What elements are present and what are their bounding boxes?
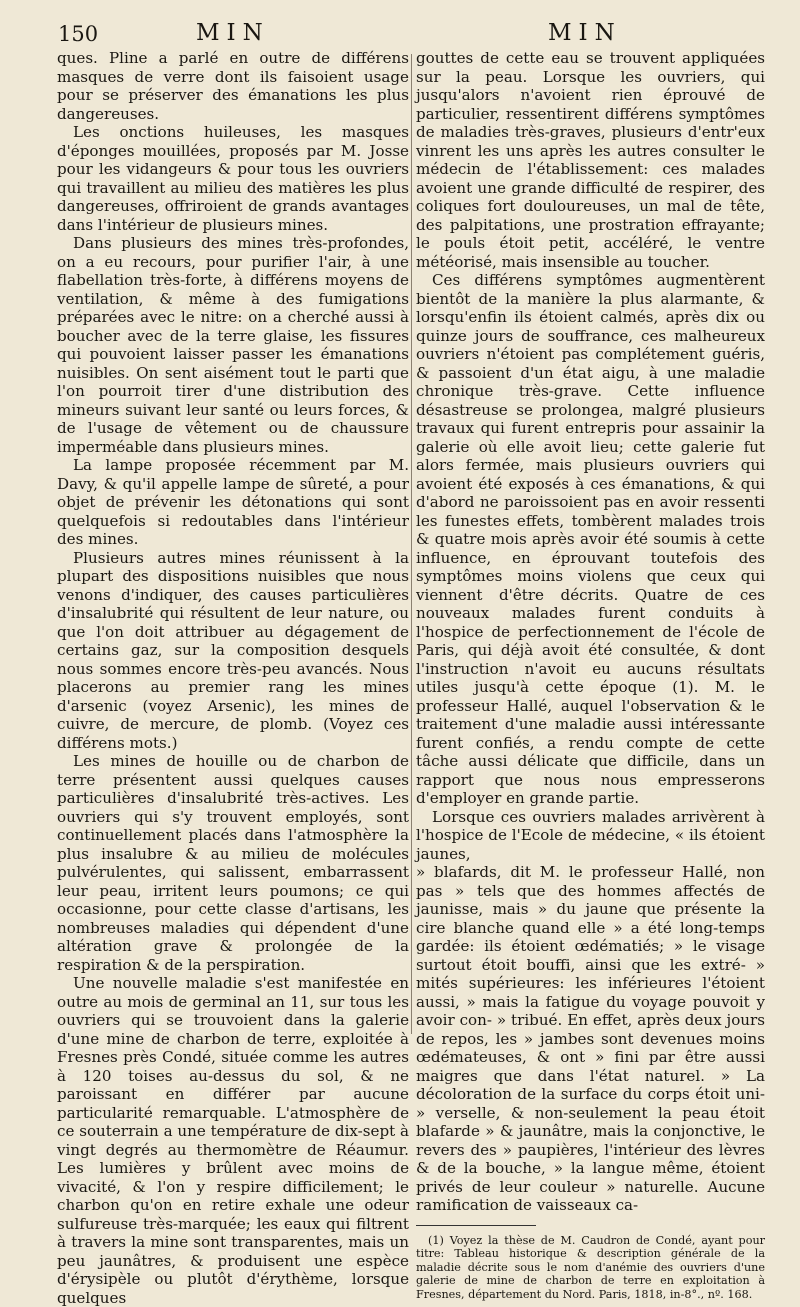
footnote: (1) Voyez la thèse de M. Caudron de Condé, ayant pour titre: Tableau historique & description générale de la maladie décrite sous le nom d'anémie des ouvriers d'une galerie de mine de charbon de terre en exploitation à Fresnes, département du Nord. Paris, 1818, in-8°., nº. 168.: [416, 1233, 765, 1301]
paragraph: Ces différens symptômes augmentèrent bientôt de la manière la plus alarmante, & lorsqu'enfin ils étoient calmés, après dix ou quinze jours de souffrance, ces malheureux ouvriers n'étoient pas complétement guéris, & passoient d'un état aigu, à une maladie chronique très-grave. Cette influence désastreuse se prolongea, malgré plusieurs travaux qui furent entrepris pour assainir la galerie où elle avoit lieu; cette galerie fut alors fermée, mais plusieurs ouvriers qui avoient été exposés à ces émanations, & qui d'abord ne paroissoient pas en avoir ressenti les funestes effets, tombèrent malades trois & quatre mois après avoir été soumis à cette influence, en éprouvant toutefois des symptômes moins violens que ceux qui viennent d'être décrits. Quatre de ces nouveaux malades furent conduits à l'hospice de perfectionnement de l'école de Paris, qui déjà avoit été consultée, & dont l'instruction n'avoit eu aucuns résultats utiles jusqu'à cette époque (1). M. le professeur Hallé, auquel l'observation & le traitement d'une maladie aussi intéressante furent confiés, a rendu compte de cette tâche aussi délicate que difficile, dans un rapport que nous nous empresserons d'employer en grande partie.: [416, 271, 765, 807]
footnote-rule: [416, 1225, 536, 1226]
paragraph: Une nouvelle maladie s'est manifestée en outre au mois de germinal an 11, sur tous les ouvriers qui se trouvoient dans la galerie d'une mine de charbon de terre, exploitée à Fresnes près Condé, située comme les autres à 120 toises au-dessus du sol, & ne paroissant en différer par aucune particularité remarquable. L'atmosphère de ce souterrain a une température de dix-sept à vingt degrés au thermomètre de Réaumur. Les lumières y brûlent avec moins de vivacité, & l'on y respire difficilement; le charbon qu'on en retire exhale une odeur sulfureuse très-marquée; les eaux qui filtrent à travers la mine sont transparentes, mais un peu jaunâtres, & produisent une espèce d'érysipèle ou plutôt d'érythème, lorsque quelques: [57, 974, 409, 1307]
right-column: [416, 49, 765, 1301]
paragraph: Les onctions huileuses, les masques d'éponges mouillées, proposés par M. Josse pour les vidangeurs & pour tous les ouvriers qui travaillent au milieu des matières les plus dangereuses, offriroient de grands avantages dans l'intérieur de plusieurs mines.: [57, 123, 409, 234]
page-number: 150: [58, 22, 99, 46]
paragraph: Lorsque ces ouvriers malades arrivèrent à l'hospice de l'Ecole de médecine, « ils étoient jaunes,: [416, 807, 765, 863]
left-column: [57, 49, 409, 1307]
column-divider: [411, 54, 412, 1034]
paragraph: La lampe proposée récemment par M. Davy, & qu'il appelle lampe de sûreté, a pour objet de prévenir les détonations qui sont quelquefois si redoutables dans l'intérieur des mines.: [57, 456, 409, 548]
running-head-left: MIN: [196, 20, 270, 46]
paragraph: ques. Pline a parlé en outre de différens masques de verre dont ils faisoient usage pour se préserver des émanations les plus dangereuses.: [57, 49, 409, 123]
paragraph: Dans plusieurs des mines très-profondes, on a eu recours, pour purifier l'air, à une flabellation très-forte, à différens moyens de ventilation, & même à des fumigations préparées avec le nitre: on a cherché aussi à boucher avec de la terre glaise, les fissures qui pouvoient laisser passer les émanations nuisibles. On sent aisément tout le parti que l'on pourroit tirer d'une distribution des mineurs suivant leur santé ou leurs forces, & de l'usage de vêtement ou de chaussure imperméable dans plusieurs mines.: [57, 234, 409, 456]
quoted-paragraph: » blafards, dit M. le professeur Hallé, non pas » tels que des hommes affectés de jaunisse, mais » du jaune que présente la cire blanche quand elle » a été long-temps gardée: ils étoient œdématiés; » le visage surtout étoit bouffi, ainsi que les extré- » mités supérieures: les inférieures l'étoient aussi, » mais la fatigue du voyage pouvoit y avoir con- » tribué. En effet, après deux jours de repos, les » jambes sont devenues moins œdémateuses, & ont » fini par être aussi maigres que dans l'état naturel. » La décoloration de la surface du corps étoit uni- » verselle, & non-seulement la peau étoit blafarde » & jaunâtre, mais la conjonctive, le revers des » paupières, l'intérieur des lèvres & de la bouche, » la langue même, étoient privés de leur couleur » naturelle. Aucune ramification de vaisseaux ca-: [416, 863, 765, 1214]
paragraph: gouttes de cette eau se trouvent appliquées sur la peau. Lorsque les ouvriers, qui jusqu'alors n'avoient rien éprouvé de particulier, ressentirent différens symptômes de maladies très-graves, plusieurs d'entr'eux vinrent les uns après les autres consulter le médecin de l'établissement: ces malades avoient une grande difficulté de respirer, des coliques fort douloureuses, un mal de tête, des palpitations, une prostration effrayante; le pouls étoit petit, accéléré, le ventre météorisé, mais insensible au toucher.: [416, 49, 765, 271]
paragraph: Les mines de houille ou de charbon de terre présentent aussi quelques causes particulières d'insalubrité très-actives. Les ouvriers qui s'y trouvent employés, sont continuellement placés dans l'atmosphère la plus insalubre & au milieu de molécules pulvérulentes, qui salissent, embarrassent leur peau, irritent leurs poumons; ce qui occasionne, pour cette classe d'artisans, les nombreuses maladies qui dépendent d'une altération grave & prolongée de la respiration & de la perspiration.: [57, 752, 409, 974]
paragraph: Plusieurs autres mines réunissent à la plupart des dispositions nuisibles que nous venons d'indiquer, des causes particulières d'insalubrité qui résultent de leur nature, ou que l'on doit attribuer au dégagement de certains gaz, sur la composition desquels nous sommes encore très-peu avancés. Nous placerons au premier rang les mines d'arsenic (voyez Arsenic), les mines de cuivre, de mercure, de plomb. (Voyez ces différens mots.): [57, 548, 409, 752]
running-head-right: MIN: [548, 20, 622, 46]
